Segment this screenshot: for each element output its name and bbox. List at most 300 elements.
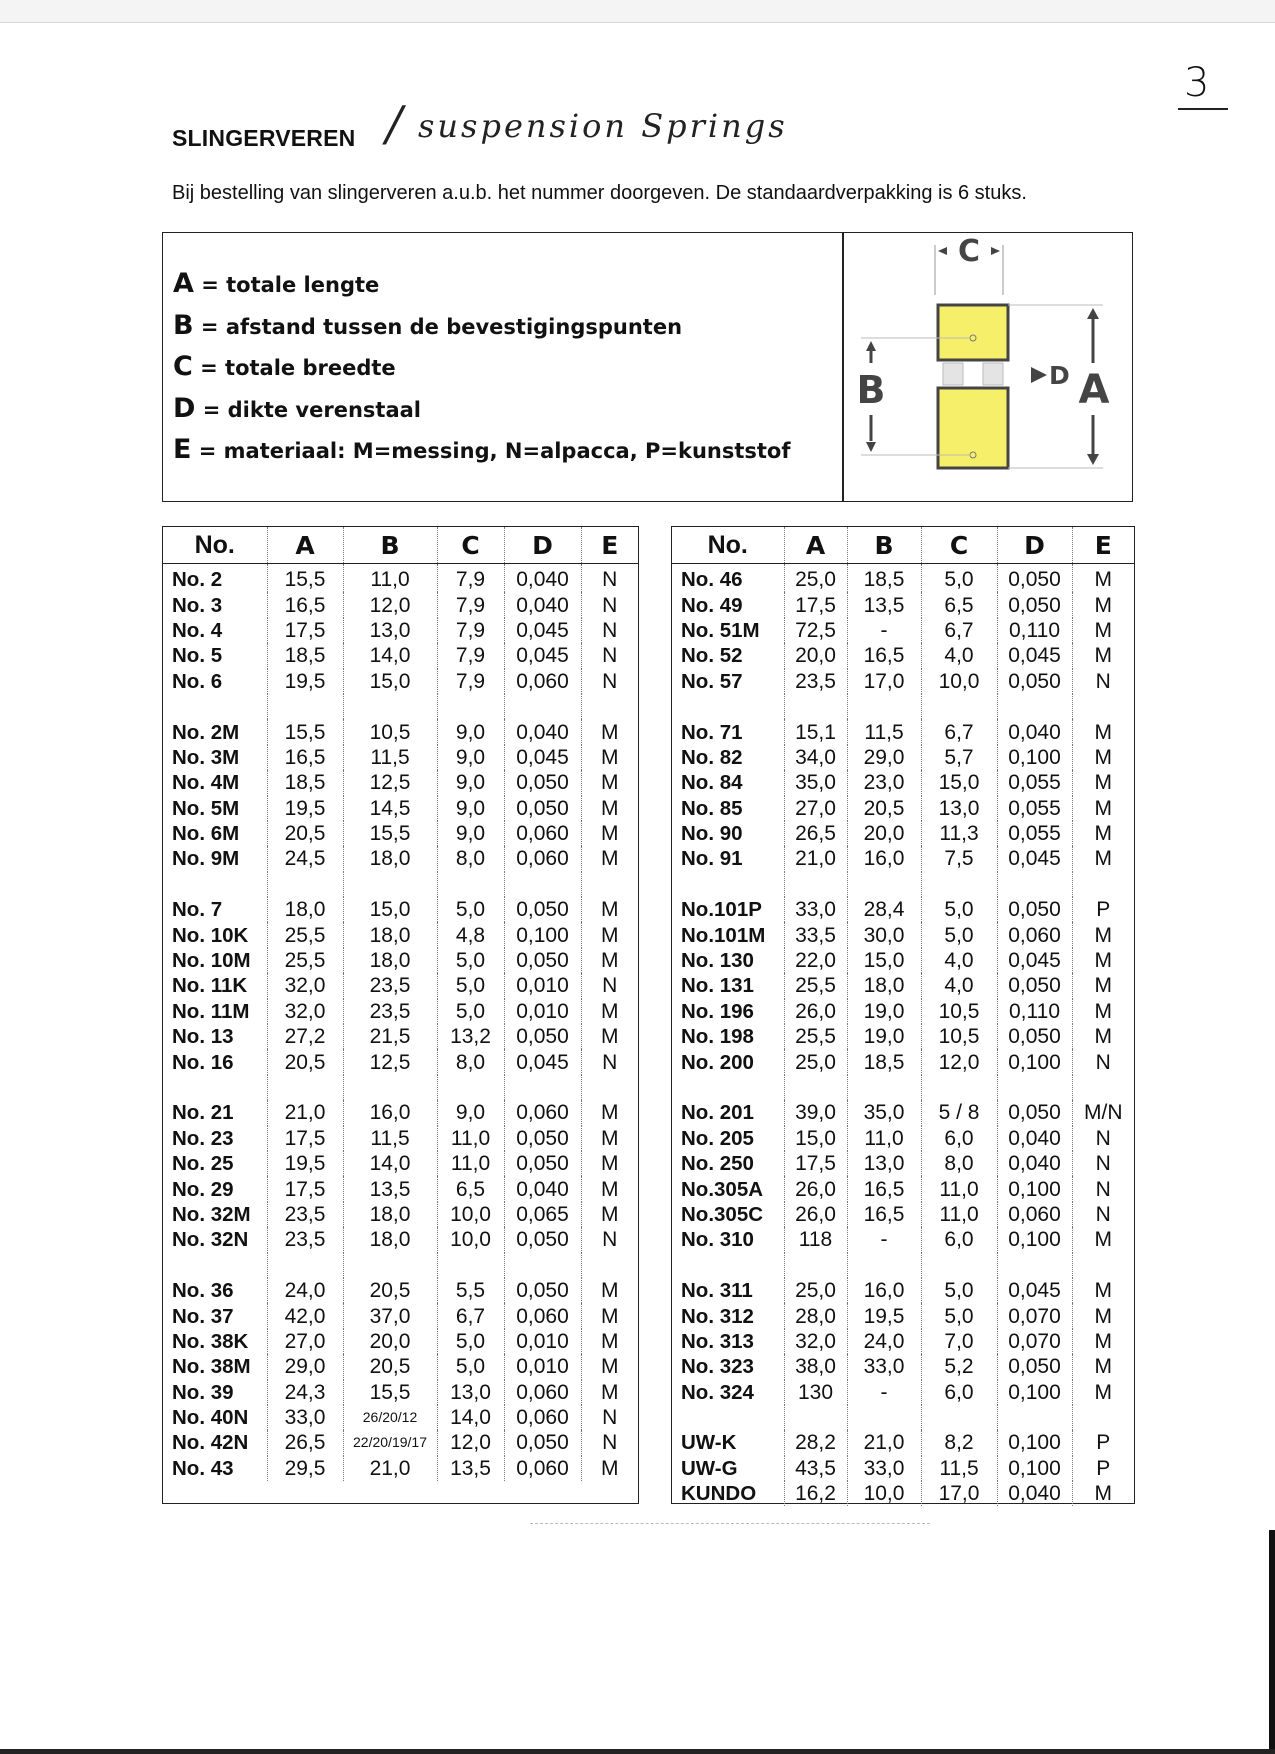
cell-e: M [1094, 796, 1112, 820]
column-header-d: D [997, 527, 1072, 564]
cell-e: M [601, 847, 619, 871]
cell-c: 4,0 [921, 948, 997, 973]
cell-no: No. 2 [163, 564, 267, 593]
cell-a: 27,0 [784, 796, 847, 821]
cell-no: No. 6 [163, 669, 267, 694]
cell-c: 6,7 [921, 618, 997, 643]
cell-b: 18,5 [847, 1049, 921, 1074]
spacer-cell [581, 1253, 638, 1278]
cell-a: 33,0 [267, 1405, 343, 1430]
table-row [672, 1380, 1134, 1405]
spec-table [672, 527, 1134, 1506]
cell-no: No. 39 [163, 1380, 267, 1405]
cell-b: 12,5 [343, 1049, 437, 1074]
cell-a: 24,0 [267, 1278, 343, 1303]
table-row [672, 1151, 1134, 1176]
legend-row-a [173, 269, 791, 311]
cell-e: M [601, 1304, 619, 1328]
legend-row-e [173, 435, 791, 477]
table-gap [639, 526, 671, 1504]
cell-e: M [601, 1456, 619, 1480]
cell-a: 43,5 [784, 1456, 847, 1481]
cell-b: 21,5 [343, 1024, 437, 1049]
cell-c: 4,8 [437, 922, 504, 947]
cell-no: No. 82 [672, 745, 784, 770]
cell-b: 18,0 [343, 922, 437, 947]
page-title: SLINGERVEREN [172, 125, 356, 151]
cell-e: M [1094, 847, 1112, 871]
column-header-c: C [437, 527, 504, 564]
cell-b: 14,0 [343, 1151, 437, 1176]
spacer-cell [921, 1253, 997, 1278]
cell-no: No. 131 [672, 973, 784, 998]
cell-d: 0,050 [997, 592, 1072, 617]
arrow-down-icon [866, 442, 876, 452]
cell-d: 0,060 [997, 1202, 1072, 1227]
table-row [163, 1151, 638, 1176]
cell-a: 20,0 [784, 643, 847, 668]
cell-b: 18,0 [343, 846, 437, 871]
cell-b: 29,0 [847, 745, 921, 770]
cell-c: 11,3 [921, 821, 997, 846]
cell-a: 28,2 [784, 1430, 847, 1455]
cell-b: 12,5 [343, 770, 437, 795]
cell-a: 26,5 [267, 1430, 343, 1455]
cell-a: 17,5 [267, 1126, 343, 1151]
cell-e: M [601, 898, 619, 922]
cell-no: No. 23 [163, 1126, 267, 1151]
cell-d: 0,100 [997, 1049, 1072, 1074]
cell-a: 17,5 [267, 618, 343, 643]
spec-table [163, 527, 638, 1481]
table-row [163, 1405, 638, 1430]
cell-c: 5,0 [437, 948, 504, 973]
cell-no: No. 49 [672, 592, 784, 617]
spring-bottom-block [938, 388, 1008, 468]
spring-table-left [162, 526, 639, 1504]
cell-d: 0,045 [997, 1278, 1072, 1303]
cell-d: 0,100 [997, 1430, 1072, 1455]
spacer-cell [581, 872, 638, 897]
legend-letter: E [173, 434, 192, 465]
spacer-cell [163, 1075, 267, 1100]
table-row [163, 922, 638, 947]
cell-d: 0,050 [504, 796, 581, 821]
table-row [163, 1456, 638, 1481]
cell-a: 19,5 [267, 1151, 343, 1176]
legend-row-b [173, 311, 791, 353]
column-header-a: A [784, 527, 847, 564]
table-row [163, 1126, 638, 1151]
cell-d: 0,060 [504, 846, 581, 871]
table-row [672, 1126, 1134, 1151]
column-header-e: E [581, 527, 638, 564]
cell-b: 35,0 [847, 1100, 921, 1125]
cell-b: 13,0 [847, 1151, 921, 1176]
cell-c: 7,9 [437, 592, 504, 617]
table-row [163, 1202, 638, 1227]
arrow-down-icon [1087, 454, 1099, 465]
spacer-cell [504, 1075, 581, 1100]
cell-e: P [1096, 1456, 1111, 1480]
table-row [672, 1049, 1134, 1074]
cell-c: 8,2 [921, 1430, 997, 1455]
table-body [163, 564, 638, 1482]
cell-c: 5,5 [437, 1278, 504, 1303]
table-row [163, 821, 638, 846]
cell-b: 16,0 [343, 1100, 437, 1125]
cell-b: 33,0 [847, 1354, 921, 1379]
cell-b: 20,0 [343, 1329, 437, 1354]
table-header-row [163, 527, 638, 564]
table-row [163, 1100, 638, 1125]
spacer-cell [267, 1075, 343, 1100]
cell-d: 0,045 [997, 846, 1072, 871]
table-row [672, 643, 1134, 668]
spacer-cell [784, 694, 847, 719]
table-row [672, 1176, 1134, 1201]
table-spacer-row [672, 1405, 1134, 1430]
cell-c: 5,0 [921, 1303, 997, 1328]
cell-no: No. 11K [163, 973, 267, 998]
cell-b: 21,0 [343, 1456, 437, 1481]
cell-b: 10,5 [343, 719, 437, 744]
cell-no: No. 5 [163, 643, 267, 668]
cell-no: No. 4 [163, 618, 267, 643]
table-row [672, 1329, 1134, 1354]
cell-a: 32,0 [267, 973, 343, 998]
cell-e: M [1094, 720, 1112, 744]
legend-text: = totale breedte [200, 356, 396, 380]
column-header-b: B [847, 527, 921, 564]
cell-e: M [1094, 593, 1112, 617]
cell-b: 37,0 [343, 1303, 437, 1328]
cell-e: N [1095, 669, 1111, 693]
cell-b: 22/20/19/17 [343, 1430, 437, 1455]
cell-no: No. 10K [163, 922, 267, 947]
cell-c: 9,0 [437, 1100, 504, 1125]
arrow-left-icon [938, 247, 947, 255]
cell-e: M [1094, 1228, 1112, 1252]
page-number-underline [1178, 108, 1228, 110]
spacer-cell [1072, 1405, 1134, 1430]
cell-a: 18,5 [267, 643, 343, 668]
spacer-cell [437, 694, 504, 719]
cell-a: 19,5 [267, 796, 343, 821]
table-row [672, 821, 1134, 846]
cell-no: No. 21 [163, 1100, 267, 1125]
table-row [672, 1430, 1134, 1455]
table-row [163, 897, 638, 922]
cell-d: 0,050 [997, 564, 1072, 593]
cell-b: 19,0 [847, 1024, 921, 1049]
cell-c: 10,0 [921, 669, 997, 694]
cell-a: 20,5 [267, 821, 343, 846]
cell-d: 0,045 [997, 643, 1072, 668]
cell-d: 0,060 [504, 1380, 581, 1405]
spacer-cell [847, 1253, 921, 1278]
spring-top-block [938, 305, 1008, 360]
spacer-cell [921, 1405, 997, 1430]
table-row [163, 669, 638, 694]
cell-e: M [1094, 949, 1112, 973]
cell-b: 18,0 [847, 973, 921, 998]
cell-e: M [1094, 822, 1112, 846]
cell-e: M/N [1084, 1101, 1123, 1125]
cell-no: No. 9M [163, 846, 267, 871]
table-row [672, 973, 1134, 998]
cell-e: M [601, 1101, 619, 1125]
handwritten-annotation: suspension Springs [418, 107, 788, 145]
cell-d: 0,050 [504, 1024, 581, 1049]
cell-c: 8,0 [921, 1151, 997, 1176]
legend-row-d [173, 394, 791, 436]
cell-c: 11,0 [437, 1126, 504, 1151]
cell-b: 18,0 [343, 1202, 437, 1227]
spacer-cell [504, 694, 581, 719]
cell-d: 0,060 [504, 669, 581, 694]
cell-c: 11,0 [921, 1202, 997, 1227]
spacer-cell [672, 1253, 784, 1278]
cell-a: 39,0 [784, 1100, 847, 1125]
cell-c: 5,0 [921, 922, 997, 947]
cell-c: 6,7 [437, 1303, 504, 1328]
legend-row-c [173, 352, 791, 394]
cell-d: 0,100 [997, 1380, 1072, 1405]
cell-no: No. 201 [672, 1100, 784, 1125]
cell-a: 16,2 [784, 1481, 847, 1506]
table-row [672, 948, 1134, 973]
cell-e: M [601, 923, 619, 947]
cell-d: 0,050 [997, 669, 1072, 694]
spacer-cell [921, 872, 997, 897]
cell-no: No. 42N [163, 1430, 267, 1455]
cell-c: 5,0 [921, 1278, 997, 1303]
column-header-no: No. [163, 527, 267, 564]
cell-no: No. 38K [163, 1329, 267, 1354]
cell-no: No. 85 [672, 796, 784, 821]
spacer-cell [343, 694, 437, 719]
cell-no: No.101M [672, 922, 784, 947]
cell-a: 25,0 [784, 564, 847, 593]
table-row [672, 719, 1134, 744]
spacer-cell [921, 1075, 997, 1100]
cell-e: N [1095, 1152, 1111, 1176]
table-row [163, 1278, 638, 1303]
column-header-b: B [343, 527, 437, 564]
legend-text: = materiaal: M=messing, N=alpacca, P=kunststof [198, 439, 791, 463]
cell-a: 15,1 [784, 719, 847, 744]
spacer-cell [847, 1405, 921, 1430]
cell-a: 38,0 [784, 1354, 847, 1379]
spacer-cell [163, 872, 267, 897]
cell-c: 12,0 [921, 1049, 997, 1074]
spacer-cell [581, 1075, 638, 1100]
cell-e: N [1095, 1177, 1111, 1201]
cell-d: 0,065 [504, 1202, 581, 1227]
spacer-cell [343, 872, 437, 897]
cell-e: M [1094, 568, 1112, 592]
cell-c: 4,0 [921, 973, 997, 998]
cell-a: 28,0 [784, 1303, 847, 1328]
cell-no: No. 10M [163, 948, 267, 973]
cell-d: 0,060 [504, 1100, 581, 1125]
spacer-cell [163, 1253, 267, 1278]
column-header-a: A [267, 527, 343, 564]
table-row [163, 1024, 638, 1049]
cell-b: 26/20/12 [343, 1405, 437, 1430]
cell-e: N [602, 618, 618, 642]
spacer-cell [163, 694, 267, 719]
cell-a: 42,0 [267, 1303, 343, 1328]
table-spacer-row [163, 872, 638, 897]
cell-b: 11,5 [343, 1126, 437, 1151]
legend-text: = totale lengte [201, 273, 380, 297]
cell-a: 118 [784, 1227, 847, 1252]
table-row [672, 1202, 1134, 1227]
diagram-label-a: A [1078, 367, 1110, 413]
cell-d: 0,040 [997, 1151, 1072, 1176]
cell-c: 11,0 [437, 1151, 504, 1176]
cell-e: N [602, 568, 618, 592]
cell-b: 23,5 [343, 999, 437, 1024]
cell-b: - [847, 1380, 921, 1405]
cell-e: M [601, 1329, 619, 1353]
cell-c: 8,0 [437, 846, 504, 871]
cell-a: 25,5 [267, 922, 343, 947]
legend-letter: B [173, 309, 194, 341]
cell-no: No. 198 [672, 1024, 784, 1049]
cell-e: N [602, 669, 618, 693]
arrow-up-icon [866, 341, 876, 351]
cell-e: M [601, 771, 619, 795]
arrow-right-icon [1031, 367, 1047, 383]
spacer-cell [784, 1405, 847, 1430]
table-row [672, 592, 1134, 617]
page-number: 3 [1184, 60, 1210, 106]
spacer-cell [504, 1253, 581, 1278]
cell-d: 0,100 [997, 1227, 1072, 1252]
cell-c: 5,0 [921, 897, 997, 922]
spacer-cell [672, 694, 784, 719]
table-row [163, 770, 638, 795]
table-row [672, 618, 1134, 643]
diagram-label-c: C [957, 234, 981, 269]
cell-d: 0,040 [997, 719, 1072, 744]
cell-a: 27,0 [267, 1329, 343, 1354]
cell-a: 17,5 [784, 1151, 847, 1176]
cell-a: 16,5 [267, 592, 343, 617]
cell-a: 25,0 [784, 1049, 847, 1074]
scan-edge-top [0, 0, 1275, 23]
cell-d: 0,040 [504, 1176, 581, 1201]
cell-c: 10,5 [921, 1024, 997, 1049]
cell-b: 20,5 [847, 796, 921, 821]
cell-no: No. 51M [672, 618, 784, 643]
cell-no: No. 312 [672, 1303, 784, 1328]
cell-c: 5,2 [921, 1354, 997, 1379]
cell-a: 35,0 [784, 770, 847, 795]
cell-e: M [1094, 999, 1112, 1023]
table-row [163, 796, 638, 821]
cell-b: 11,5 [847, 719, 921, 744]
cell-b: 15,0 [847, 948, 921, 973]
cell-b: 13,0 [343, 618, 437, 643]
cell-no: No. 37 [163, 1303, 267, 1328]
cell-c: 6,5 [437, 1176, 504, 1201]
legend-box [162, 232, 1133, 502]
cell-c: 13,0 [921, 796, 997, 821]
diagram-label-b: B [856, 368, 886, 412]
table-row [672, 922, 1134, 947]
cell-no: No. 46 [672, 564, 784, 593]
cell-d: 0,010 [504, 973, 581, 998]
cell-d: 0,045 [504, 643, 581, 668]
cell-no: No. 29 [163, 1176, 267, 1201]
cell-c: 13,2 [437, 1024, 504, 1049]
cell-a: 23,5 [784, 669, 847, 694]
table-row [672, 846, 1134, 871]
cell-b: 23,0 [847, 770, 921, 795]
cell-b: 14,5 [343, 796, 437, 821]
cell-no: No. 32N [163, 1227, 267, 1252]
spacer-cell [267, 1253, 343, 1278]
cell-c: 6,0 [921, 1380, 997, 1405]
table-row [672, 1303, 1134, 1328]
cell-c: 13,5 [437, 1456, 504, 1481]
spacer-cell [437, 1075, 504, 1100]
cell-b: 16,5 [847, 1176, 921, 1201]
cell-d: 0,050 [504, 897, 581, 922]
spacer-cell [784, 1075, 847, 1100]
cell-e: M [601, 1126, 619, 1150]
spacer-cell [847, 694, 921, 719]
scan-artifact-line [530, 1523, 930, 1526]
table-row [672, 897, 1134, 922]
cell-c: 9,0 [437, 770, 504, 795]
cell-a: 24,3 [267, 1380, 343, 1405]
cell-d: 0,050 [504, 1227, 581, 1252]
cell-d: 0,050 [997, 973, 1072, 998]
cell-no: No.101P [672, 897, 784, 922]
spring-diagram [843, 233, 1133, 501]
cell-no: No. 84 [672, 770, 784, 795]
cell-e: P [1096, 1431, 1111, 1455]
cell-e: M [601, 1355, 619, 1379]
cell-e: N [602, 1228, 618, 1252]
table-row [163, 999, 638, 1024]
spacer-cell [1072, 1075, 1134, 1100]
cell-d: 0,055 [997, 770, 1072, 795]
cell-d: 0,070 [997, 1329, 1072, 1354]
cell-no: No. 13 [163, 1024, 267, 1049]
cell-no: No. 4M [163, 770, 267, 795]
cell-no: UW-K [672, 1430, 784, 1455]
cell-e: M [601, 1025, 619, 1049]
cell-a: 25,5 [784, 973, 847, 998]
cell-d: 0,060 [997, 922, 1072, 947]
cell-d: 0,040 [504, 719, 581, 744]
spacer-cell [267, 872, 343, 897]
cell-a: 15,5 [267, 564, 343, 593]
cell-e: M [601, 1202, 619, 1226]
cell-b: 20,0 [847, 821, 921, 846]
cell-c: 5,0 [921, 564, 997, 593]
cell-no: No. 32M [163, 1202, 267, 1227]
spacer-cell [437, 872, 504, 897]
cell-c: 11,0 [921, 1176, 997, 1201]
cell-a: 18,0 [267, 897, 343, 922]
